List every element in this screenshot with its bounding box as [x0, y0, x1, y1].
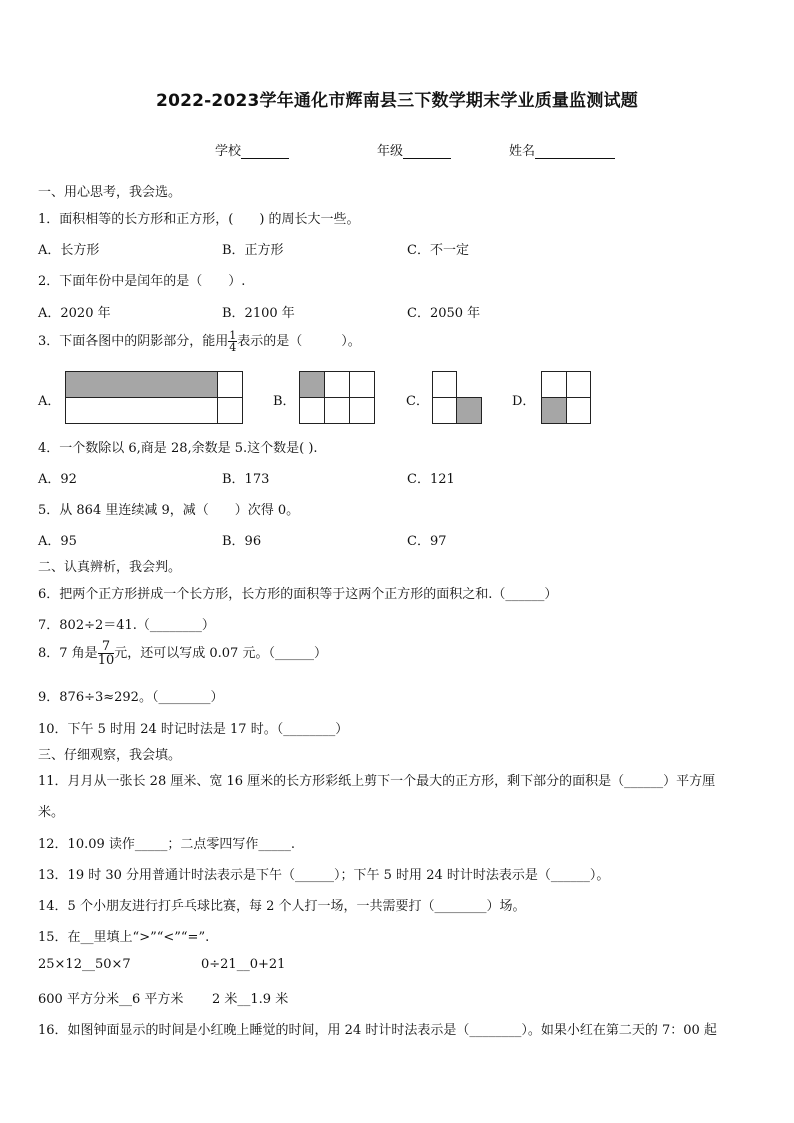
q3-figure-b[interactable]: [299, 371, 375, 424]
school-label: 学校: [215, 144, 242, 159]
name-blank[interactable]: [535, 144, 615, 159]
q5-option-a[interactable]: A．95: [38, 534, 77, 549]
q3-option-d-label[interactable]: D．: [512, 394, 536, 409]
question-14: 14．5 个小朋友进行打乒乓球比赛，每 2 个人打一场，一共需要打（________）场。: [38, 899, 526, 914]
q5-option-b[interactable]: B．96: [222, 534, 262, 549]
question-6: 6．把两个正方形拼成一个长方形，长方形的面积等于这两个正方形的面积之和.（______）: [38, 587, 558, 602]
question-15: 15．在__里填上“>”“<”“=”.: [38, 930, 210, 945]
question-9: 9．876÷3≈292。（________）: [38, 690, 224, 705]
question-11-continued: 米。: [38, 805, 65, 820]
name-label: 姓名: [509, 144, 536, 159]
section-1-heading: 一、用心思考，我会选。: [38, 185, 182, 200]
q3-figure-d[interactable]: [541, 371, 591, 424]
grade-field[interactable]: [377, 140, 451, 159]
name-field[interactable]: [509, 140, 615, 159]
q3-option-a-label[interactable]: A．: [38, 394, 61, 409]
question-16: 16．如图钟面显示的时间是小红晚上睡觉的时间，用 24 时计时法表示是（________）。如果小红在第二天的 7：00 起: [38, 1023, 717, 1038]
q2-option-b[interactable]: B．2100 年: [222, 306, 295, 321]
q15-item-4: 2 米__1.9 米: [212, 992, 289, 1007]
section-2-heading: 二、认真辨析，我会判。: [38, 560, 182, 575]
school-field[interactable]: [215, 140, 289, 159]
q1-option-a[interactable]: A．长方形: [38, 243, 100, 258]
question-2: 2．下面年份中是闰年的是（ ）.: [38, 274, 246, 289]
q3-option-b-label[interactable]: B．: [273, 394, 296, 409]
fraction-seven-tenths: $\frac{7}{10}$: [97, 639, 115, 668]
fraction-one-quarter: $\frac{1}{4}$: [229, 329, 237, 354]
question-4: 4．一个数除以 6,商是 28,余数是 5.这个数是( ).: [38, 441, 318, 456]
q4-option-a[interactable]: A．92: [38, 472, 77, 487]
question-11: 11．月月从一张长 28 厘米、宽 16 厘米的长方形彩纸上剪下一个最大的正方形，剩下部分的面积是（______）平方厘: [38, 774, 716, 789]
question-12: 12．10.09 读作_____；二点零四写作_____.: [38, 837, 296, 852]
question-10: 10．下午 5 时用 24 时记时法是 17 时。（________）: [38, 722, 349, 737]
school-blank[interactable]: [241, 144, 289, 159]
question-3: 3．下面各图中的阴影部分，能用 $\frac{1}{4}$ 表示的是（ ）。: [38, 329, 361, 354]
q3-option-c-label[interactable]: C．: [406, 394, 429, 409]
question-7: 7．802÷2＝41.（________）: [38, 618, 215, 633]
q4-option-c[interactable]: C．121: [407, 472, 455, 487]
section-3-heading: 三、仔细观察，我会填。: [38, 748, 182, 763]
page-title: 2022-2023学年通化市辉南县三下数学期末学业质量监测试题: [156, 91, 638, 111]
q15-item-3: 600 平方分米__6 平方米: [38, 992, 184, 1007]
q15-item-2: 0÷21__0+21: [201, 957, 286, 972]
q3-figure-a[interactable]: [65, 371, 243, 424]
grade-blank[interactable]: [403, 144, 451, 159]
q1-option-b[interactable]: B．正方形: [222, 243, 284, 258]
q15-item-1: 25×12__50×7: [38, 957, 131, 972]
question-13: 13．19 时 30 分用普通计时法表示是下午（______）；下午 5 时用 24 时计时法表示是（______）。: [38, 868, 610, 883]
question-1: 1．面积相等的长方形和正方形，( ) 的周长大一些。: [38, 212, 360, 227]
q5-option-c[interactable]: C．97: [407, 534, 447, 549]
q1-option-c[interactable]: C．不一定: [407, 243, 469, 258]
q2-option-c[interactable]: C．2050 年: [407, 306, 481, 321]
grade-label: 年级: [377, 144, 404, 159]
q2-option-a[interactable]: A．2020 年: [38, 306, 111, 321]
q3-figure-c[interactable]: [432, 371, 482, 424]
question-5: 5．从 864 里连续减 9，减（ ）次得 0。: [38, 503, 300, 518]
question-8: 8．7 角是 $\frac{7}{10}$ 元，还可以写成 0.07 元。（______）: [38, 639, 327, 668]
q4-option-b[interactable]: B．173: [222, 472, 270, 487]
